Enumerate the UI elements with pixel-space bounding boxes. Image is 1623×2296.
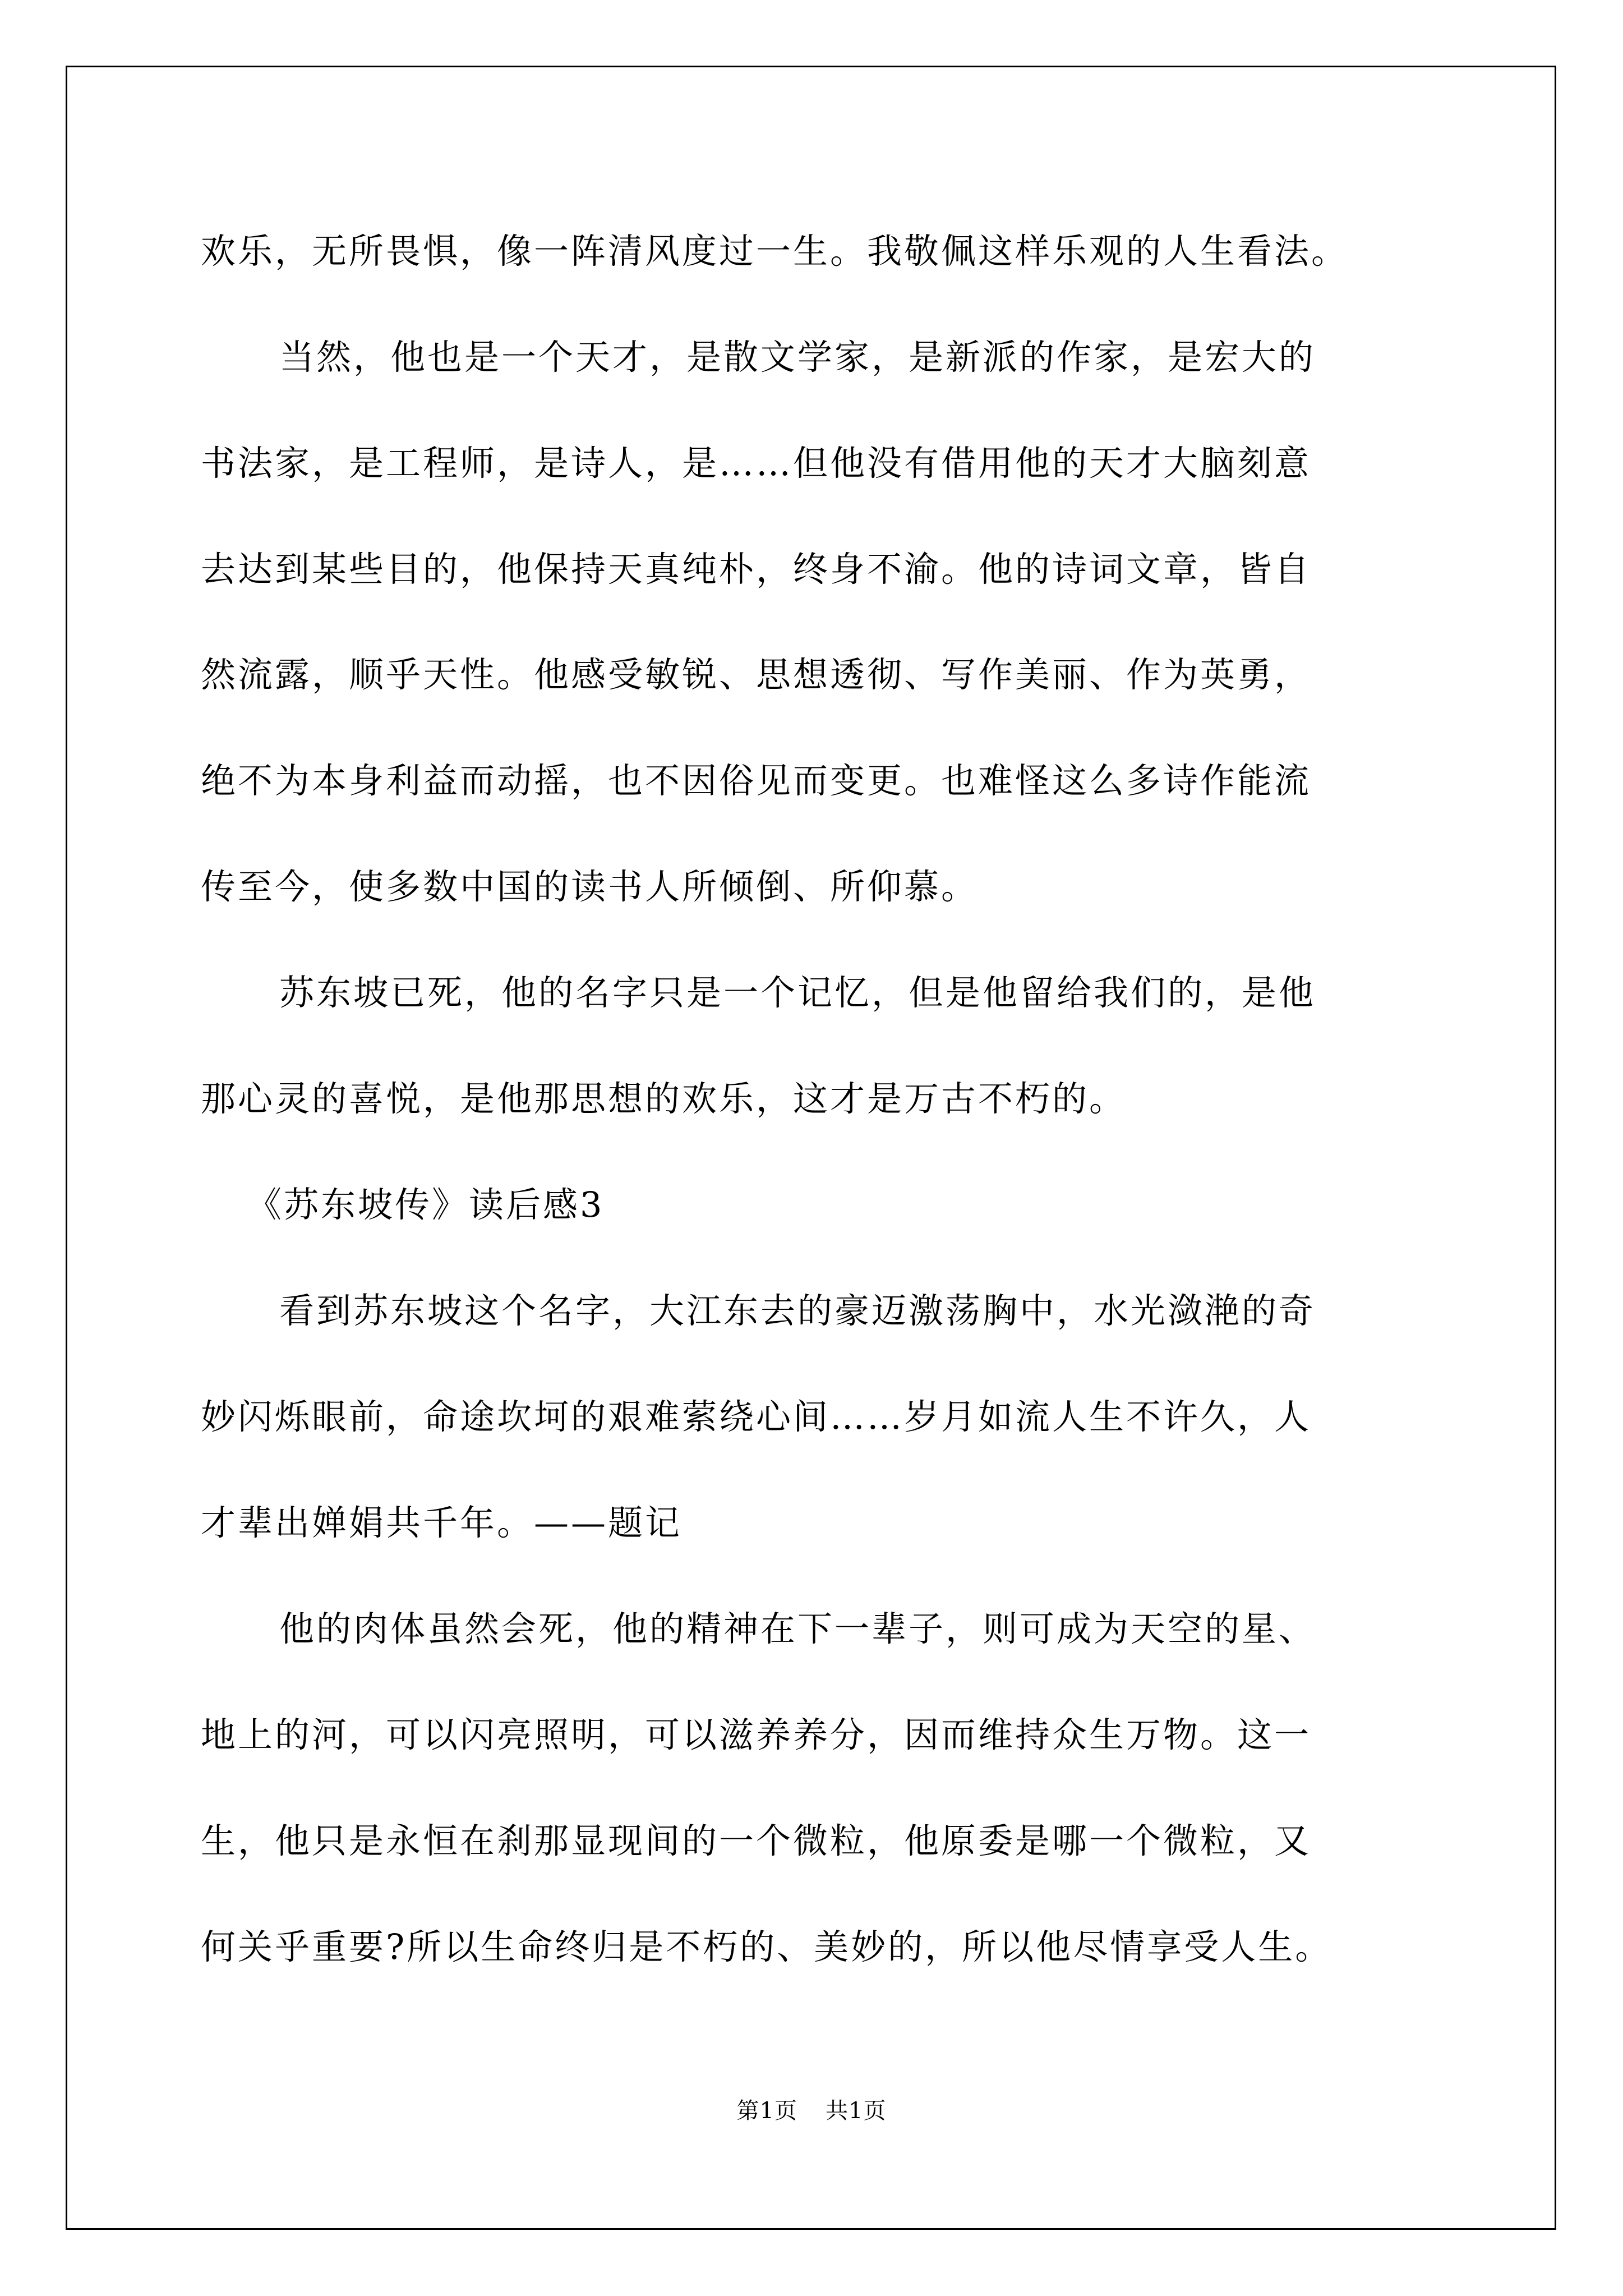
page-total: 共1页 xyxy=(826,2098,887,2124)
section-heading: 《苏东坡传》读后感3 xyxy=(247,1184,605,1225)
text-line-3: 书法家，是工程师，是诗人，是……但他没有借用他的天才大脑刻意 xyxy=(201,443,1312,484)
text-line-16: 生，他只是永恒在刹那显现间的一个微粒，他原委是哪一个微粒，又 xyxy=(201,1820,1312,1861)
text-line-8: 苏东坡已死，他的名字只是一个记忆，但是他留给我们的，是他 xyxy=(279,972,1316,1013)
text-line-1: 欢乐，无所畏惧，像一阵清风度过一生。我敬佩这样乐观的人生看法。 xyxy=(201,231,1349,272)
page-current: 第1页 xyxy=(736,2098,797,2124)
page-border xyxy=(66,66,1556,2230)
text-line-12: 妙闪烁眼前，命途坎坷的艰难萦绕心间……岁月如流人生不许久，人 xyxy=(201,1396,1312,1437)
text-line-6: 绝不为本身利益而动摇，也不因俗见而变更。也难怪这么多诗作能流 xyxy=(201,760,1312,801)
text-line-9: 那心灵的喜悦，是他那思想的欢乐，这才是万古不朽的。 xyxy=(201,1078,1127,1119)
text-line-15: 地上的河，可以闪亮照明，可以滋养养分，因而维持众生万物。这一 xyxy=(201,1714,1312,1755)
text-line-11: 看到苏东坡这个名字，大江东去的豪迈激荡胸中，水光潋滟的奇 xyxy=(279,1290,1316,1331)
text-line-17: 何关乎重要?所以生命终归是不朽的、美妙的，所以他尽情享受人生。 xyxy=(201,1926,1332,1967)
text-line-7: 传至今，使多数中国的读书人所倾倒、所仰慕。 xyxy=(201,866,979,907)
text-line-2: 当然，他也是一个天才，是散文学家，是新派的作家，是宏大的 xyxy=(279,337,1316,378)
text-line-13: 才辈出婵娟共千年。——题记 xyxy=(201,1502,683,1543)
text-line-14: 他的肉体虽然会死，他的精神在下一辈子，则可成为天空的星、 xyxy=(279,1608,1316,1649)
text-line-5: 然流露，顺乎天性。他感受敏锐、思想透彻、写作美丽、作为英勇， xyxy=(201,654,1312,695)
text-line-4: 去达到某些目的，他保持天真纯朴，终身不渝。他的诗词文章，皆自 xyxy=(201,549,1312,590)
page-footer xyxy=(0,2097,1623,2125)
